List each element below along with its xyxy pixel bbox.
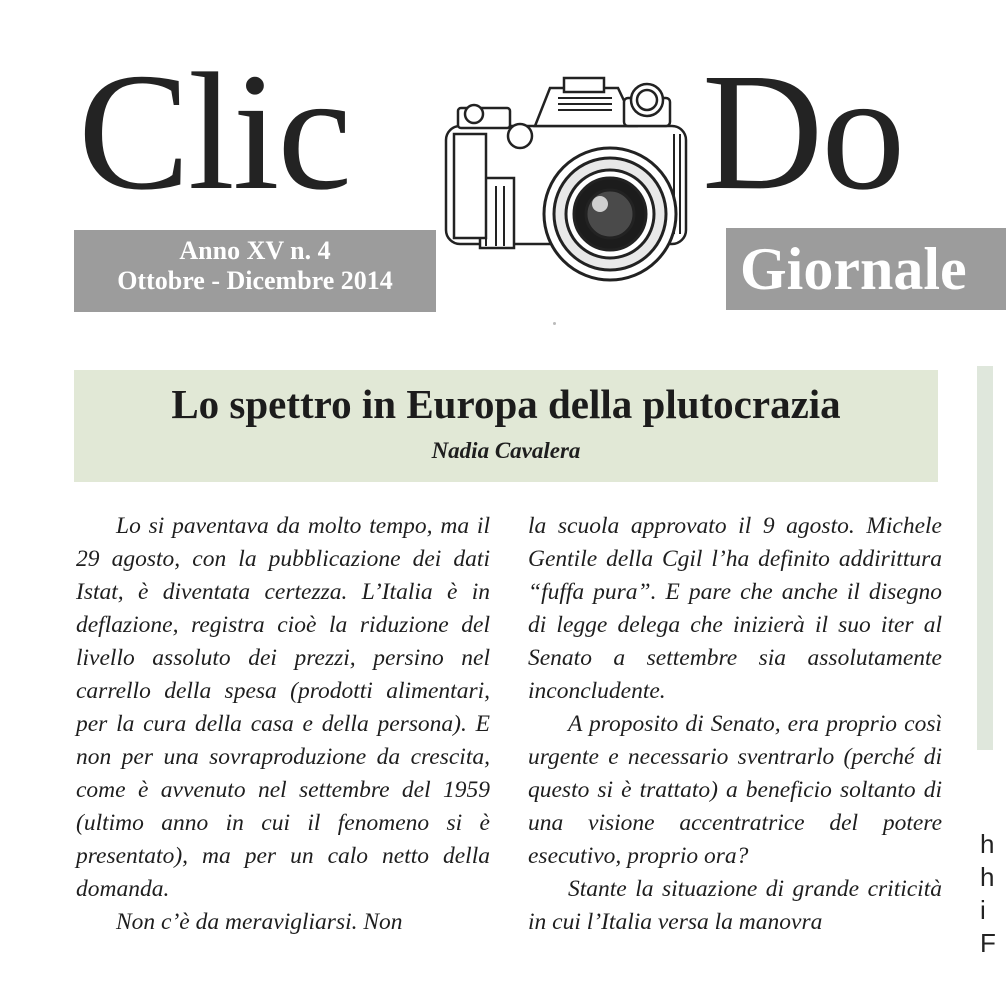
side-text-fragment: h	[980, 829, 995, 859]
article-header	[74, 370, 938, 482]
issue-number: Anno XV n. 4	[179, 236, 331, 265]
speck	[553, 322, 556, 325]
section-label: Giornale	[726, 228, 1006, 310]
paragraph: A proposito di Senato, era proprio così urgente e necessario sventrarlo (perché di questo si è trattato) a beneficio soltanto di una visione accentratrice del potere esecutivo, proprio ora?	[528, 711, 942, 869]
issue-info	[74, 230, 436, 312]
masthead-title-left: Clic	[78, 39, 350, 225]
masthead-title-right: Do	[702, 39, 904, 225]
article-column-1	[76, 510, 490, 939]
paragraph: Stante la situazione di grande criticità in cui l’Italia versa la manovra	[528, 876, 942, 935]
paragraph: la scuola approvato il 9 agosto. Michele Gentile della Cgil l’ha definito addirittura “fuffa pura”. E pare che anche il disegno di legge delega che inizierà il suo iter al Senato a settembre sia assolutamente inconcludente.	[528, 513, 942, 704]
article-author: Nadia Cavalera	[431, 438, 581, 463]
side-text-fragment: i	[980, 895, 986, 925]
side-column-edge	[977, 366, 993, 750]
camera-icon	[440, 74, 696, 290]
article-column-2	[528, 510, 942, 939]
paragraph: Lo si paventava da molto tempo, ma il 29 agosto, con la pubblicazione dei dati Istat, è diventata certezza. L’Italia è in deflazione, registra cioè la riduzione del livello assoluto dei prezzi, persino nel carrello della spesa (prodotti alimentari, per la cura della casa e della persona). E non per una sovraproduzione da crescita, come è avvenuto nel settembre del 1959 (ultimo anno in cui il fenomeno si è presentato), ma per un calo netto della domanda.	[76, 513, 490, 902]
issue-date: Ottobre - Dicembre 2014	[117, 266, 393, 295]
side-text-fragment: h	[980, 862, 995, 892]
paragraph: Non c’è da meravigliarsi. Non	[116, 909, 403, 935]
article-title: Lo spettro in Europa della plutocrazia	[171, 381, 841, 427]
side-text-fragment: F	[980, 928, 996, 958]
